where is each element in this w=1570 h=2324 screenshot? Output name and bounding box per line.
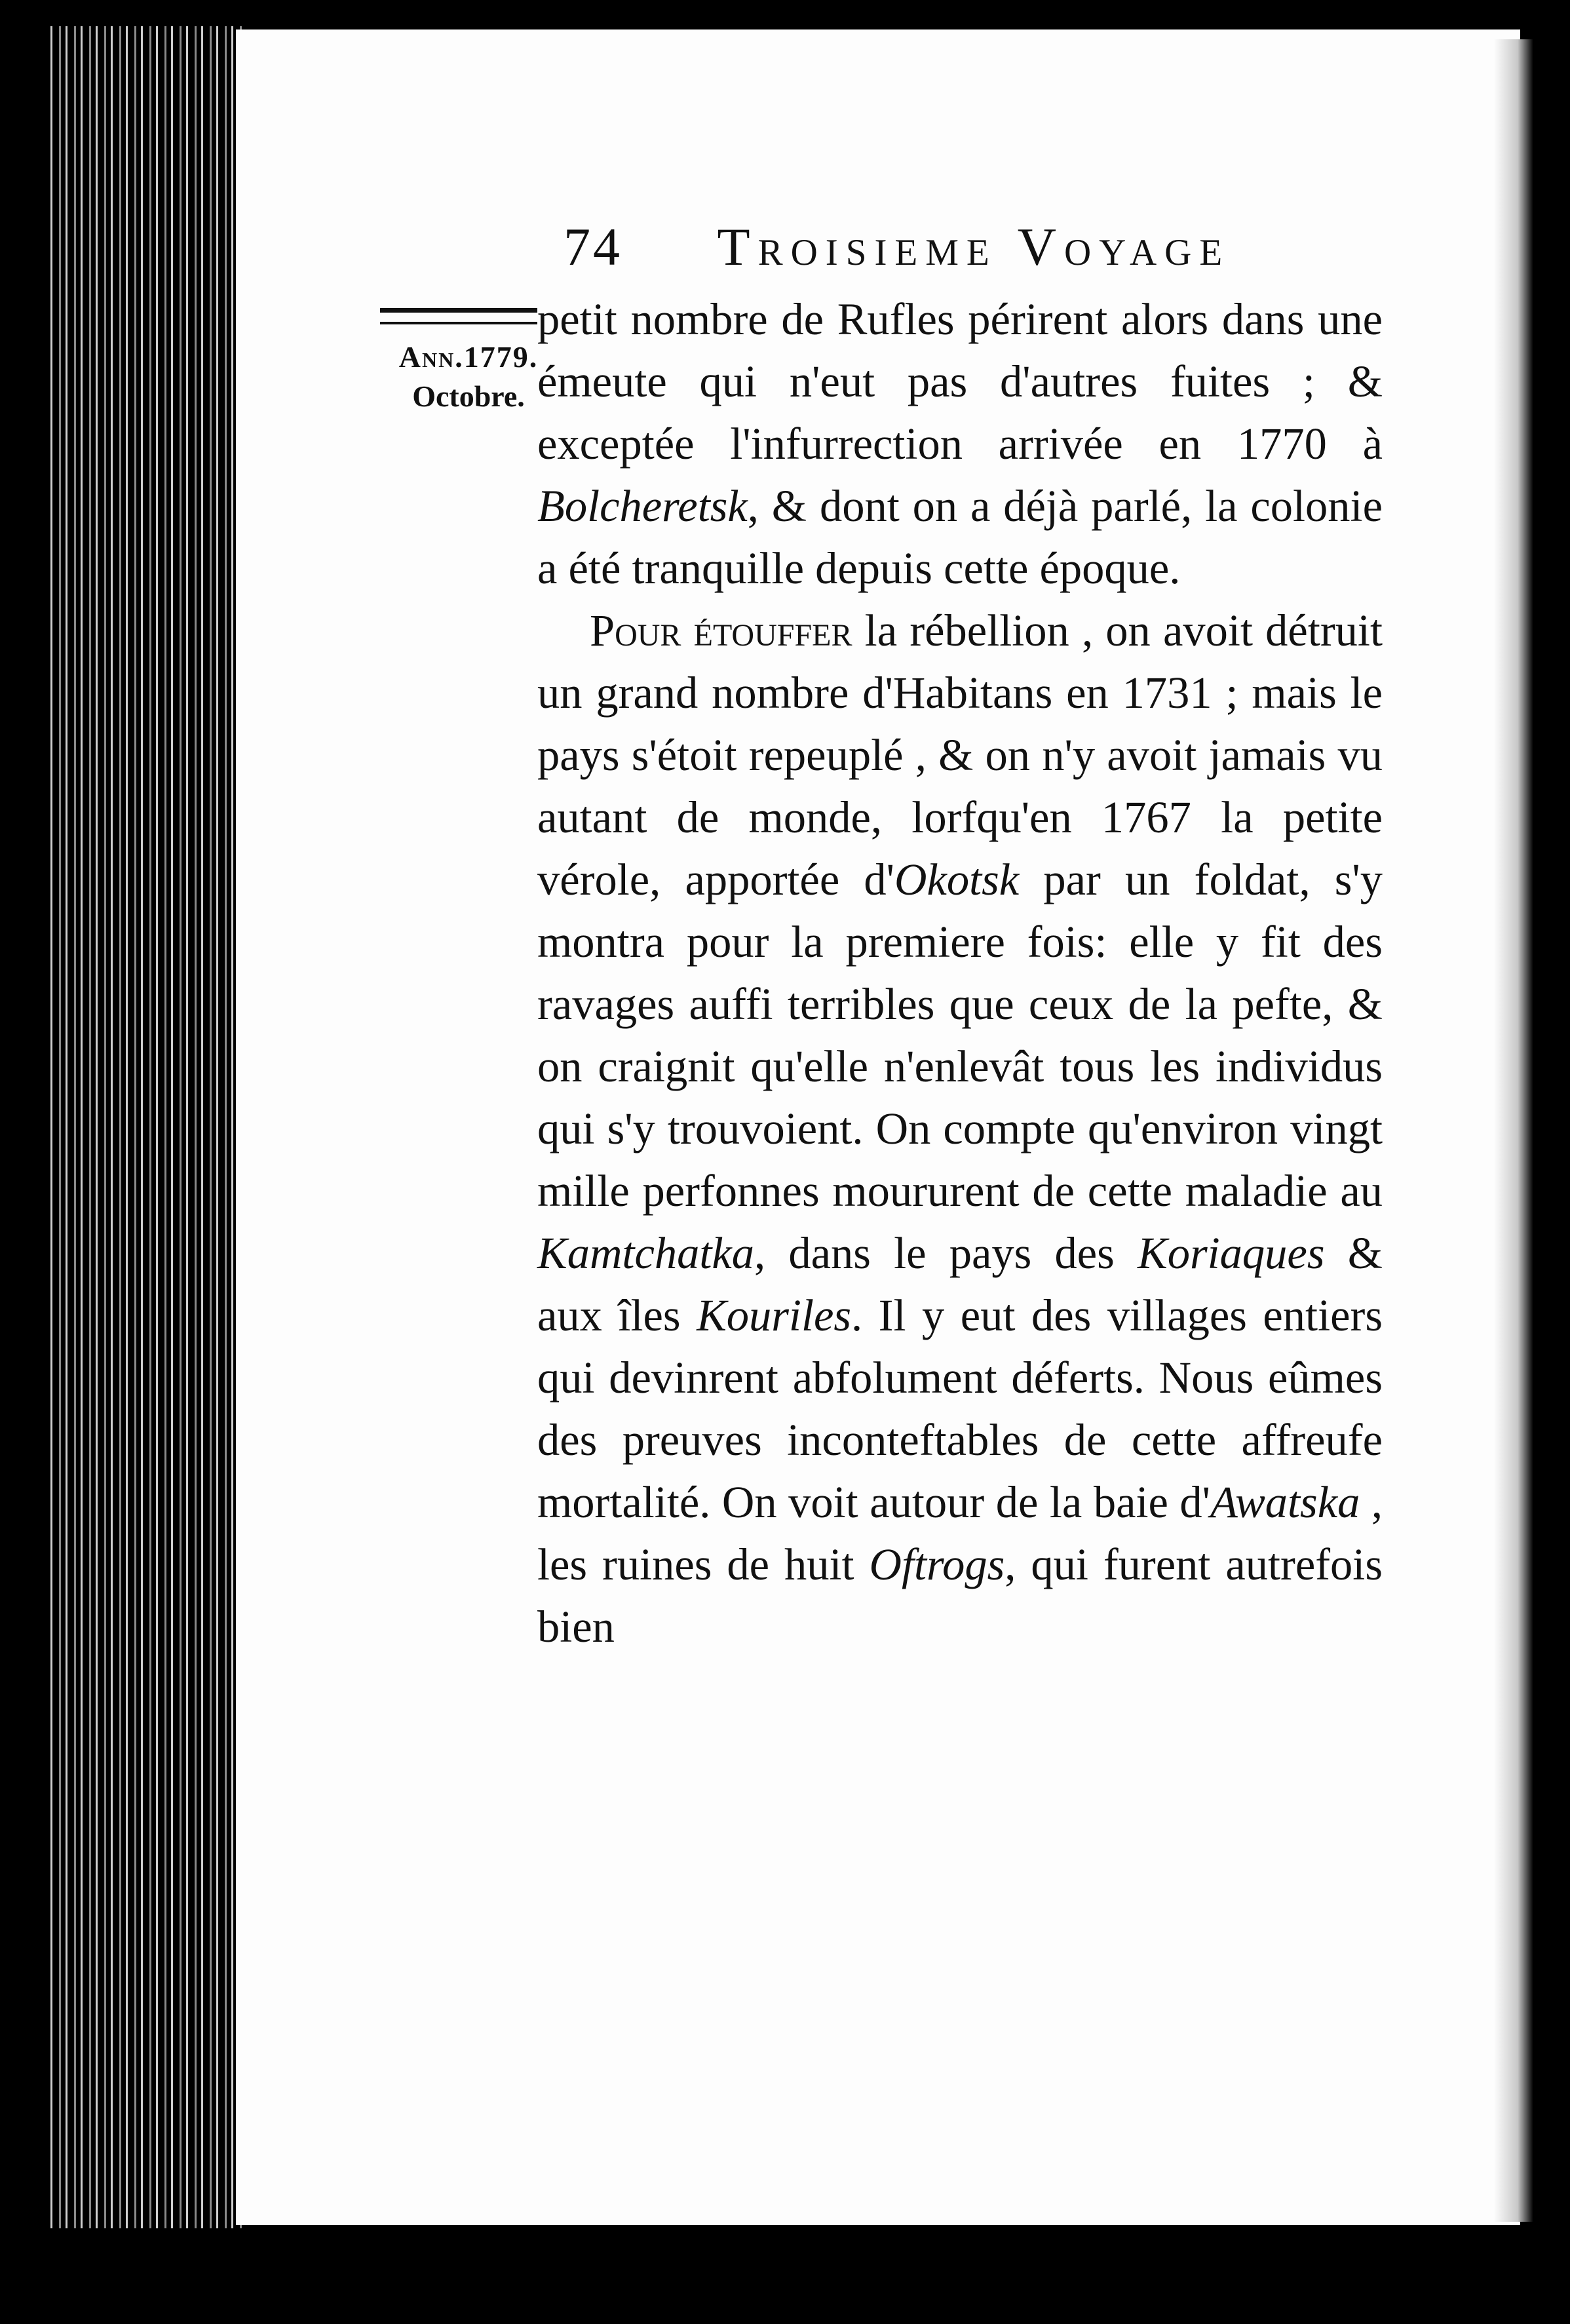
italic-run: Kamtchatka xyxy=(537,1228,755,1278)
text-run: la rébellion , on avoit détruit un grand nombre d'Habitans en 1731 ; mais le pays s'étoit repeuplé , & on n'y avoit jamais vu autant de monde, lorfqu'en 1767 la petite vérole, apportée d' xyxy=(537,606,1383,904)
text-run: . Il y eut des villages entiers qui devinrent abfolument déferts. Nous eûmes des preuves inconteftables de cette affreufe mortalité. On voit autour de la baie d' xyxy=(537,1290,1383,1527)
running-title: Troisieme Voyage xyxy=(717,217,1231,277)
page-number: 74 xyxy=(564,217,622,277)
italic-run: Kouriles xyxy=(697,1290,852,1340)
text-run: petit nombre de Rufles périrent alors dans une émeute qui n'eut pas d'autres fuites ; & exceptée l'infurrection arrivée en 1770 à xyxy=(537,294,1383,469)
text-run: par un foldat, s'y montra pour la premiere fois: elle y fit des ravages auffi terribles que ceux de la pefte, & on craignit qu'elle n'enlevât tous les individus qui s'y trouvoient. On compte qu'environ vingt mille perfonnes moururent de cette maladie au xyxy=(537,855,1383,1216)
text-run: , & dont on a déjà parlé, la colonie a été tranquille depuis cette époque. xyxy=(537,481,1383,593)
text-run: , dans le pays des xyxy=(754,1228,1138,1278)
margin-note-month: Octobre. xyxy=(412,379,525,413)
italic-run: Bolcheretsk xyxy=(537,481,748,531)
page-right-edge xyxy=(1494,39,1533,2222)
margin-rule xyxy=(380,308,537,324)
paragraph xyxy=(537,600,1383,1658)
body-text xyxy=(537,288,1383,1658)
italic-run: Oftrogs xyxy=(869,1540,1005,1589)
italic-run: Awatska xyxy=(1210,1477,1360,1527)
text-run: & aux îles xyxy=(537,1228,1383,1340)
small-caps-run: Pour étouffer xyxy=(590,606,852,655)
paragraph xyxy=(537,288,1383,600)
book-spine-edge xyxy=(46,26,242,2228)
italic-run: Koriaques xyxy=(1138,1228,1325,1278)
text-run: , qui furent autrefois bien xyxy=(537,1540,1383,1652)
italic-run: Okotsk xyxy=(894,855,1020,904)
running-head xyxy=(564,216,1230,278)
text-run: , les ruines de huit xyxy=(537,1477,1383,1589)
margin-note-year: Ann.1779. xyxy=(398,340,539,374)
margin-note xyxy=(377,338,560,416)
